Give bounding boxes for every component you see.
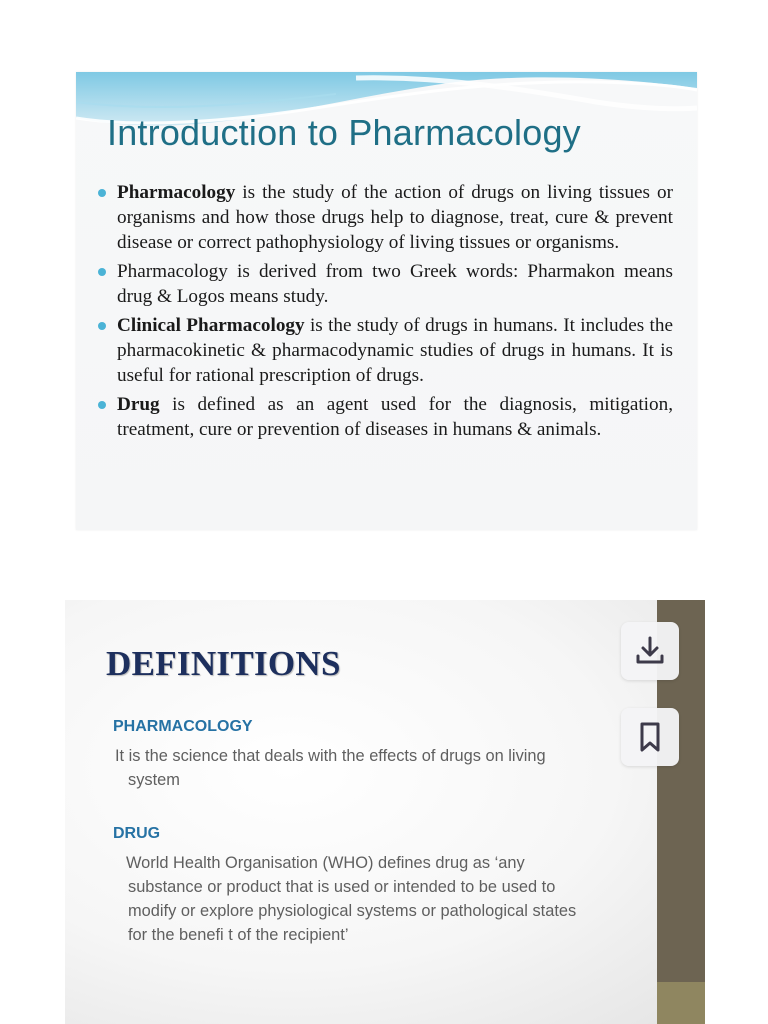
bookmark-button[interactable] xyxy=(621,708,679,766)
term-drug: DRUG xyxy=(113,825,161,842)
slide-introduction xyxy=(76,72,697,530)
bullet-term: Pharmacology xyxy=(117,182,236,203)
download-icon xyxy=(633,634,667,668)
bullet-item xyxy=(98,313,673,388)
bullet-dot-icon xyxy=(98,189,106,197)
bullet-term: Clinical Pharmacology xyxy=(117,315,305,336)
bullet-item xyxy=(98,392,673,442)
bullet-item xyxy=(98,180,673,255)
bookmark-icon xyxy=(633,720,667,754)
definition-pharmacology-line: system xyxy=(128,771,180,789)
bullet-dot-icon xyxy=(98,322,106,330)
bullet-item xyxy=(98,259,673,309)
slide-title: Introduction to Pharmacology xyxy=(107,112,581,153)
bullet-text: is the study of the action of drugs on living tissues or organisms and how those drugs help to diagnose, treat, cure & prevent disease or correct pathophysiology of living tissues or organisms. xyxy=(117,182,673,253)
bullet-dot-icon xyxy=(98,268,106,276)
term-pharmacology: PHARMACOLOGY xyxy=(113,718,253,735)
bullet-list xyxy=(98,180,673,446)
slide-definitions xyxy=(65,600,705,1024)
definition-drug-line: modify or explore physiological systems or pathological states xyxy=(128,902,577,920)
side-bar-accent xyxy=(657,982,705,1024)
definition-drug-line: substance or product that is used or intended to be used to xyxy=(128,878,556,896)
bullet-text: is the study of drugs in humans. It includes the pharmacokinetic & pharmacodynamic studies of drugs in humans. It is useful for rational prescription of drugs. xyxy=(117,315,673,386)
definition-pharmacology-line: It is the science that deals with the effects of drugs on living xyxy=(115,747,546,765)
definitions-heading: DEFINITIONS xyxy=(106,644,341,683)
bullet-dot-icon xyxy=(98,401,106,409)
definition-drug-line: for the benefi t of the recipient’ xyxy=(128,926,349,944)
bullet-text: is defined as an agent used for the diagnosis, mitigation, treatment, cure or prevention of diseases in humans & animals. xyxy=(117,394,673,440)
bullet-text: Pharmacology is derived from two Greek words: Pharmakon means drug & Logos means study. xyxy=(117,261,673,307)
bullet-term: Drug xyxy=(117,394,160,415)
download-button[interactable] xyxy=(621,622,679,680)
definition-drug-line: World Health Organisation (WHO) defines drug as ‘any xyxy=(126,854,525,872)
